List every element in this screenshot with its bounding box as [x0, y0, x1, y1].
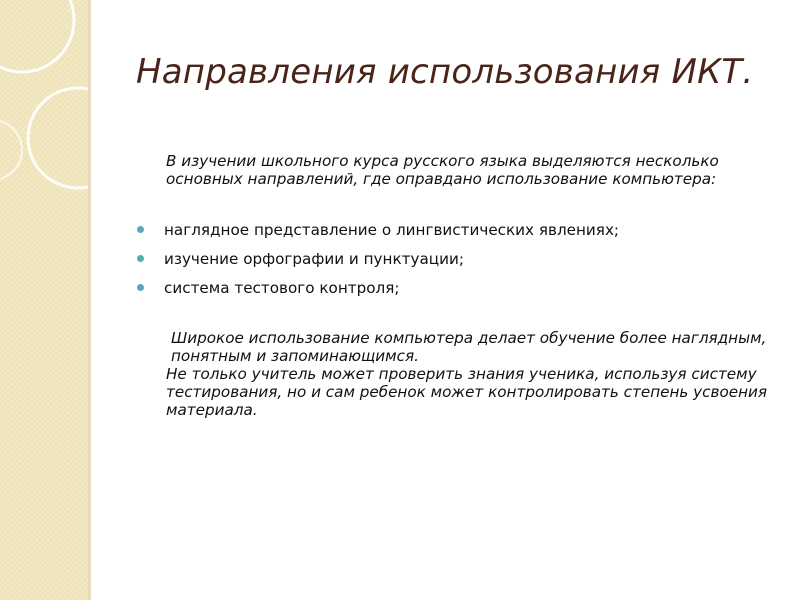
conclusion-line-1: Широкое использование компьютера делает обучение более наглядным, понятным и запоминающимся. — [171, 329, 767, 365]
conclusion-paragraph — [166, 329, 786, 419]
bullet-list — [138, 221, 778, 297]
decorative-side-band — [0, 0, 88, 600]
band-divider — [88, 0, 91, 600]
bullet-dot-icon — [137, 255, 144, 262]
list-item — [138, 221, 778, 239]
conclusion-line-2: Не только учитель может проверить знания ученика, используя систему тестирования, но и сам ребенок может контролировать степень усвоения материала. — [166, 365, 768, 419]
list-item-text: наглядное представление о лингвистических явлениях; — [164, 221, 620, 239]
decorative-circles-icon — [0, 0, 88, 600]
list-item-text: система тестового контроля; — [164, 279, 400, 297]
bullet-dot-icon — [137, 284, 144, 291]
intro-paragraph: В изучении школьного курса русского языка выделяются несколько основных направлений, где оправдано использование компьютера: — [166, 152, 719, 188]
list-item-text: изучение орфографии и пунктуации; — [164, 250, 464, 268]
bullet-dot-icon — [137, 226, 144, 233]
slide-body — [138, 152, 778, 419]
list-item — [138, 279, 778, 297]
slide-title: Направления использования ИКТ. — [136, 52, 754, 92]
list-item — [138, 250, 778, 268]
